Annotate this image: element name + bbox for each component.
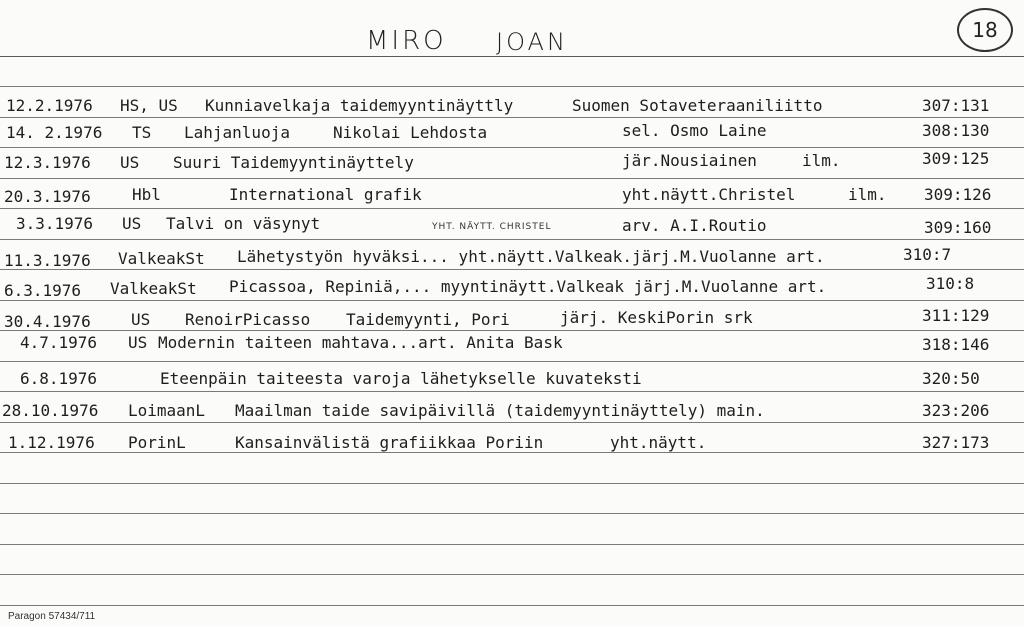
- entry-info: Nikolai Lehdosta: [333, 123, 488, 142]
- entry-source: Hbl: [132, 185, 161, 204]
- entry-date: 12.3.1976: [4, 153, 91, 172]
- rule-line: [0, 208, 1024, 209]
- entry-source: ValkeakSt: [110, 279, 197, 298]
- entry-source: LoimaanL: [128, 401, 206, 420]
- artist-surname: MIRO: [366, 26, 447, 56]
- entry-title: RenoirPicasso: [185, 310, 311, 329]
- rule-line: [0, 544, 1024, 545]
- entry-date: 3.3.1976: [16, 214, 94, 233]
- entry-info-2: ilm.: [802, 151, 841, 170]
- entry-title: Modernin taiteen mahtava...art. Anita Bask: [158, 333, 563, 352]
- entry-title: Talvi on väsynyt: [166, 214, 321, 233]
- entry-date: 28.10.1976: [2, 401, 99, 420]
- entry-info: jär.Nousiainen: [622, 151, 757, 170]
- card-footer: Paragon 57434/711: [8, 611, 96, 622]
- entry-ref: 308:130: [922, 121, 990, 140]
- entry-ref: 327:173: [922, 433, 990, 452]
- rule-line: [0, 574, 1024, 575]
- rule-line: [0, 605, 1024, 606]
- entry-source: HS, US: [120, 96, 178, 115]
- entry-date: 30.4.1976: [4, 312, 91, 331]
- entry-info-2: ilm.: [848, 185, 887, 204]
- card-number: 18: [957, 8, 1013, 52]
- entry-date: 11.3.1976: [4, 251, 91, 270]
- entry-source: US: [120, 153, 140, 172]
- entry-date: 6.3.1976: [4, 281, 82, 300]
- entry-date: 4.7.1976: [20, 333, 98, 352]
- rule-line: [0, 452, 1024, 453]
- entry-title: Lahjanluoja: [184, 123, 290, 142]
- rule-line: [0, 300, 1024, 301]
- entry-source: ValkeakSt: [118, 249, 205, 268]
- entry-title: Suuri Taidemyyntinäyttely: [173, 153, 414, 172]
- entry-ref: 307:131: [922, 96, 990, 115]
- entry-title: Lähetystyön hyväksi... yht.näytt.Valkeak.järj.M.Vuolanne art.: [237, 247, 825, 266]
- entry-title: Kansainvälistä grafiikkaa Poriin: [235, 433, 544, 452]
- rule-line: [0, 483, 1024, 484]
- entry-date: 1.12.1976: [8, 433, 95, 452]
- entry-date: 14. 2.1976: [6, 123, 103, 142]
- rule-line: [0, 422, 1024, 423]
- entry-ref: 309:126: [924, 185, 992, 204]
- entry-ref: 310:8: [926, 274, 975, 293]
- rule-line: [0, 391, 1024, 392]
- rule-line: [0, 239, 1024, 240]
- rule-line: [0, 269, 1024, 270]
- entry-ref: 309:160: [924, 218, 992, 237]
- handwritten-annotation: YHT. NÄYTT. CHRISTEL: [432, 222, 552, 232]
- entry-date: 12.2.1976: [6, 96, 93, 115]
- entry-source: US: [128, 333, 148, 352]
- entry-ref: 310:7: [903, 245, 952, 264]
- entry-ref: 311:129: [922, 306, 990, 325]
- rule-line: [0, 178, 1024, 179]
- entry-source: US: [131, 310, 151, 329]
- entry-info: yht.näytt.: [610, 433, 707, 452]
- entry-date: 6.8.1976: [20, 369, 98, 388]
- rule-line: [0, 330, 1024, 331]
- entry-date: 20.3.1976: [4, 187, 91, 206]
- rule-line: [0, 361, 1024, 362]
- entry-info: yht.näytt.Christel: [622, 185, 796, 204]
- rule-line: [0, 56, 1024, 57]
- entry-info: Suomen Sotaveteraaniliitto: [572, 96, 823, 115]
- entry-source: US: [122, 214, 142, 233]
- rule-line: [0, 513, 1024, 514]
- entry-info-2: järj. KeskiPorin srk: [560, 308, 753, 327]
- entry-title: International grafik: [229, 185, 422, 204]
- entry-ref: 318:146: [922, 335, 990, 354]
- entry-title: Eteenpäin taiteesta varoja lähetykselle kuvateksti: [160, 369, 642, 388]
- entry-ref: 320:50: [922, 369, 980, 388]
- entry-ref: 309:125: [922, 149, 990, 168]
- rule-line: [0, 86, 1024, 87]
- entry-title: Picassoa, Repiniä,... myyntinäytt.Valkeak järj.M.Vuolanne art.: [229, 277, 827, 296]
- entry-info: Taidemyynti, Pori: [346, 310, 510, 329]
- entry-ref: 323:206: [922, 401, 990, 420]
- rule-line: [0, 117, 1024, 118]
- entry-title: Kunniavelkaja taidemyyntinäyttly: [205, 96, 514, 115]
- entry-source: PorinL: [128, 433, 186, 452]
- entry-title: Maailman taide savipäivillä (taidemyyntinäyttely) main.: [235, 401, 765, 420]
- artist-firstname: JOAN: [496, 28, 568, 56]
- entry-info: arv. A.I.Routio: [622, 216, 767, 235]
- entry-source: TS: [132, 123, 152, 142]
- entry-info-2: sel. Osmo Laine: [622, 121, 767, 140]
- rule-line: [0, 147, 1024, 148]
